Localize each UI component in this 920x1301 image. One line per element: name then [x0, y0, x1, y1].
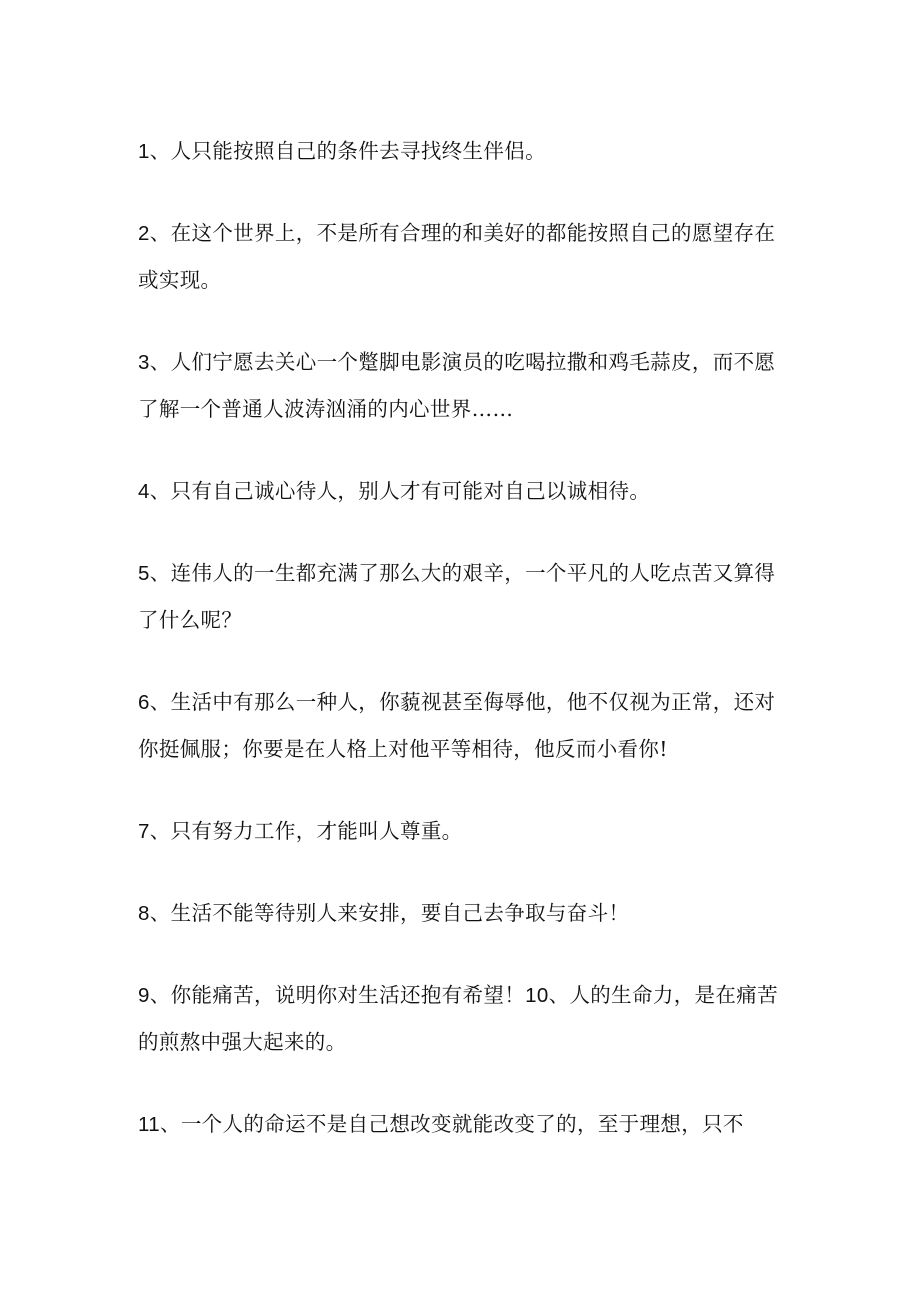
quote-item — [138, 128, 788, 175]
quote-text: 、在这个世界上，不是所有合理的和美好的都能按照自己的愿望存在或实现。 — [138, 221, 776, 292]
quote-item — [138, 210, 788, 304]
quote-text: 、人只能按照自己的条件去寻找终生伴侣。 — [149, 139, 546, 163]
quote-number: 3 — [138, 351, 150, 374]
quote-number: 6 — [138, 691, 150, 714]
quote-item — [138, 550, 788, 644]
quote-text: 、连伟人的一生都充满了那么大的艰辛，一个平凡的人吃点苦又算得了什么呢？ — [138, 561, 776, 632]
quote-item — [138, 679, 788, 773]
quote-number: 2 — [138, 222, 150, 245]
quote-list — [138, 128, 788, 1183]
quote-item — [138, 1101, 788, 1148]
quote-number: 4 — [138, 480, 150, 503]
quote-text: 、只有努力工作，才能叫人尊重。 — [149, 819, 463, 843]
quote-number: 1 — [138, 140, 150, 163]
quote-number: 7 — [138, 820, 150, 843]
quote-item — [138, 808, 788, 855]
quote-text: 、一个人的命运不是自己想改变就能改变了的，至于理想，只不 — [159, 1112, 744, 1136]
quote-text: 、只有自己诚心待人，别人才有可能对自己以诚相待。 — [149, 479, 651, 503]
quote-number: 5 — [138, 562, 150, 585]
quote-item — [138, 890, 788, 937]
quote-text: 、生活不能等待别人来安排，要自己去争取与奋斗！ — [149, 901, 630, 925]
quote-number: 11 — [138, 1113, 160, 1136]
quote-number: 10 — [525, 984, 549, 1007]
quote-item — [138, 468, 788, 515]
quote-text: 、你能痛苦，说明你对生活还抱有希望！ — [149, 983, 526, 1007]
quote-number: 8 — [138, 902, 150, 925]
quote-number: 9 — [138, 984, 150, 1007]
quote-item — [138, 972, 788, 1066]
quote-text: 、人的生命力，是在痛苦的煎熬中强大起来的。 — [138, 983, 778, 1054]
quote-item — [138, 339, 788, 433]
quote-text: 、人们宁愿去关心一个蹩脚电影演员的吃喝拉撒和鸡毛蒜皮，而不愿了解一个普通人波涛汹涌的内心世界…… — [138, 350, 776, 421]
quote-text: 、生活中有那么一种人，你藐视甚至侮辱他，他不仅视为正常，还对你挺佩服；你要是在人格上对他平等相待，他反而小看你! — [138, 690, 776, 761]
